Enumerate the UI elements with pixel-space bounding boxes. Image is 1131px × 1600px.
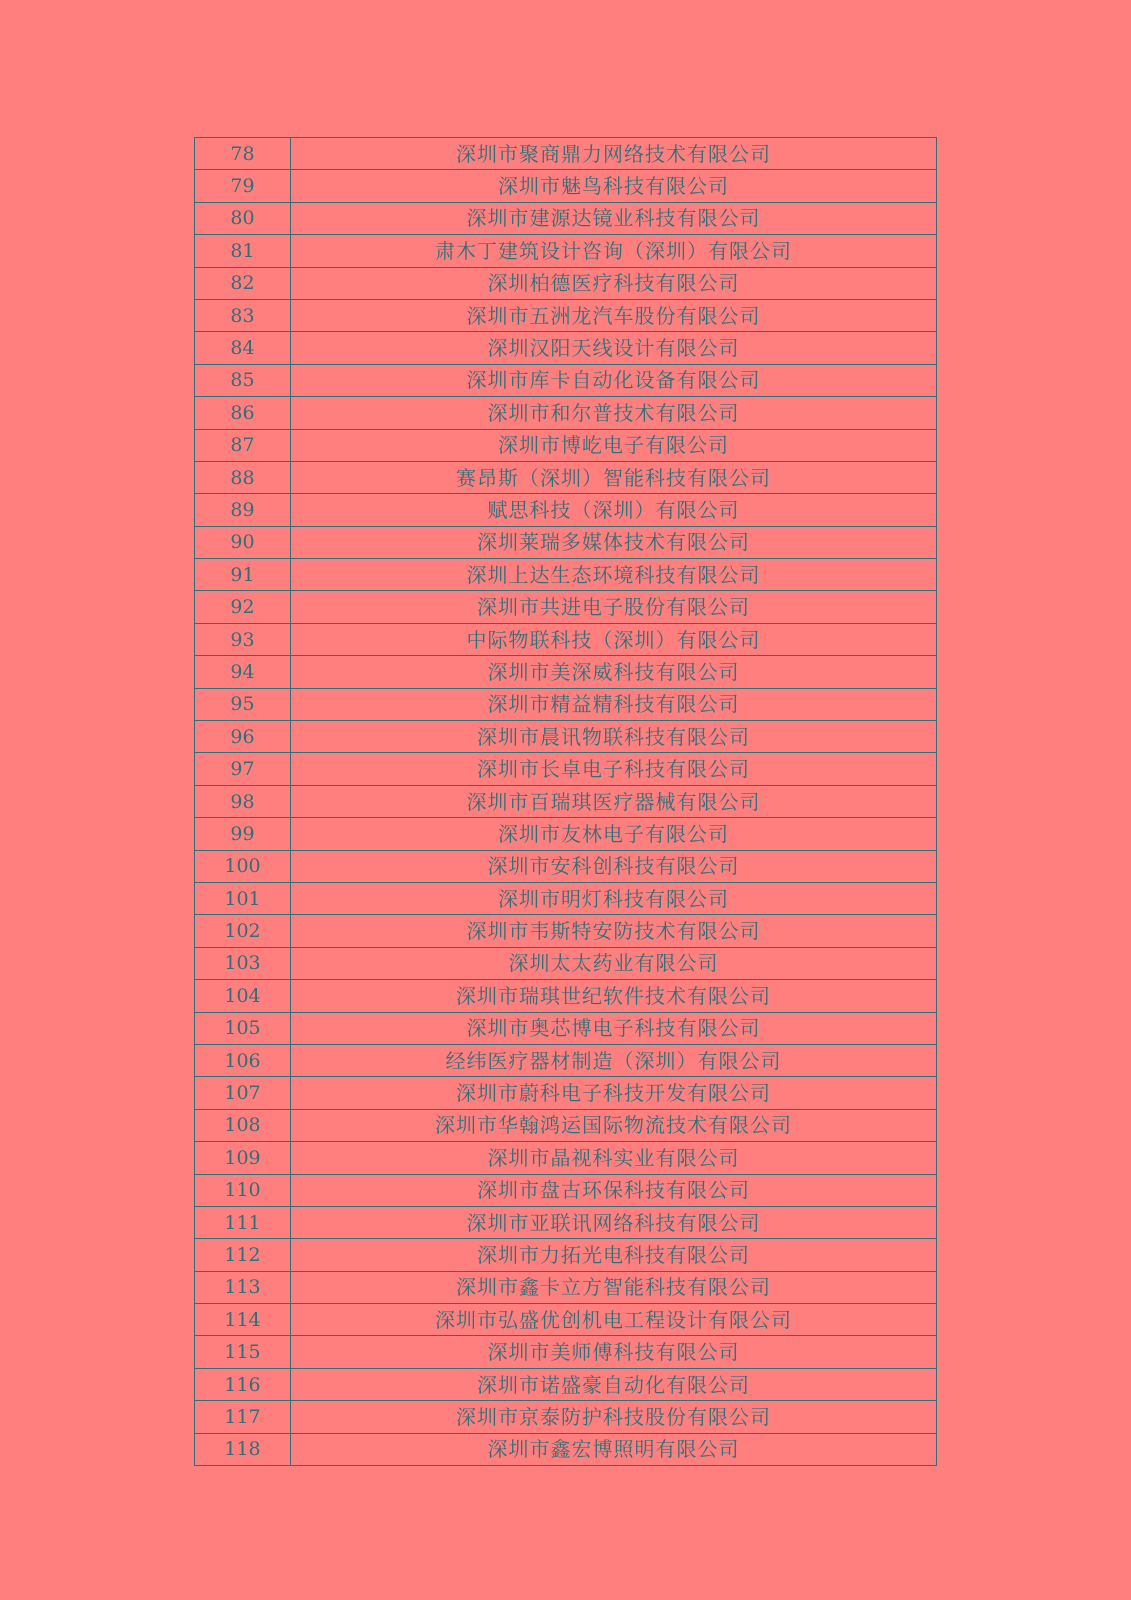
table-row xyxy=(195,1206,937,1238)
table-row xyxy=(195,1239,937,1271)
row-number: 112 xyxy=(195,1239,291,1271)
table-row xyxy=(195,1109,937,1141)
table-row xyxy=(195,785,937,817)
table-row xyxy=(195,1142,937,1174)
company-name: 深圳市聚商鼎力网络技术有限公司 xyxy=(291,138,937,170)
company-name: 肃木丁建筑设计咨询（深圳）有限公司 xyxy=(291,235,937,267)
table-row xyxy=(195,1271,937,1303)
company-name: 深圳市蔚科电子科技开发有限公司 xyxy=(291,1077,937,1109)
row-number: 90 xyxy=(195,526,291,558)
company-name: 深圳市力拓光电科技有限公司 xyxy=(291,1239,937,1271)
row-number: 80 xyxy=(195,202,291,234)
table-row xyxy=(195,138,937,170)
row-number: 99 xyxy=(195,818,291,850)
row-number: 104 xyxy=(195,980,291,1012)
table-row xyxy=(195,850,937,882)
table-row xyxy=(195,332,937,364)
table-row xyxy=(195,947,937,979)
table-row xyxy=(195,202,937,234)
table-row xyxy=(195,591,937,623)
company-name: 深圳市魅鸟科技有限公司 xyxy=(291,170,937,202)
row-number: 111 xyxy=(195,1206,291,1238)
table-row xyxy=(195,656,937,688)
company-name: 深圳市共进电子股份有限公司 xyxy=(291,591,937,623)
table-row xyxy=(195,1174,937,1206)
table-row xyxy=(195,623,937,655)
company-name: 经纬医疗器材制造（深圳）有限公司 xyxy=(291,1044,937,1076)
company-name: 深圳柏德医疗科技有限公司 xyxy=(291,267,937,299)
company-name: 深圳市美深威科技有限公司 xyxy=(291,656,937,688)
row-number: 96 xyxy=(195,721,291,753)
company-name: 深圳市库卡自动化设备有限公司 xyxy=(291,364,937,396)
company-name: 深圳市明灯科技有限公司 xyxy=(291,882,937,914)
company-name: 赛昂斯（深圳）智能科技有限公司 xyxy=(291,461,937,493)
table-body xyxy=(195,138,937,1466)
company-name: 深圳市五洲龙汽车股份有限公司 xyxy=(291,299,937,331)
table-row xyxy=(195,1368,937,1400)
row-number: 118 xyxy=(195,1433,291,1465)
row-number: 91 xyxy=(195,559,291,591)
table-row xyxy=(195,1012,937,1044)
table-row xyxy=(195,526,937,558)
row-number: 109 xyxy=(195,1142,291,1174)
company-name: 深圳市友林电子有限公司 xyxy=(291,818,937,850)
row-number: 82 xyxy=(195,267,291,299)
company-name: 深圳市诺盛豪自动化有限公司 xyxy=(291,1368,937,1400)
row-number: 117 xyxy=(195,1401,291,1433)
company-name: 深圳市长卓电子科技有限公司 xyxy=(291,753,937,785)
row-number: 85 xyxy=(195,364,291,396)
row-number: 87 xyxy=(195,429,291,461)
row-number: 98 xyxy=(195,785,291,817)
company-name: 深圳莱瑞多媒体技术有限公司 xyxy=(291,526,937,558)
row-number: 110 xyxy=(195,1174,291,1206)
row-number: 81 xyxy=(195,235,291,267)
row-number: 97 xyxy=(195,753,291,785)
table-row xyxy=(195,1336,937,1368)
company-name: 深圳市华翰鸿运国际物流技术有限公司 xyxy=(291,1109,937,1141)
company-name: 深圳市安科创科技有限公司 xyxy=(291,850,937,882)
table-row xyxy=(195,494,937,526)
company-name: 深圳市京泰防护科技股份有限公司 xyxy=(291,1401,937,1433)
row-number: 108 xyxy=(195,1109,291,1141)
row-number: 79 xyxy=(195,170,291,202)
row-number: 107 xyxy=(195,1077,291,1109)
row-number: 84 xyxy=(195,332,291,364)
company-name: 深圳市博屹电子有限公司 xyxy=(291,429,937,461)
company-name: 深圳市鑫卡立方智能科技有限公司 xyxy=(291,1271,937,1303)
row-number: 116 xyxy=(195,1368,291,1400)
row-number: 106 xyxy=(195,1044,291,1076)
table-row xyxy=(195,364,937,396)
company-name: 深圳市瑞琪世纪软件技术有限公司 xyxy=(291,980,937,1012)
company-name: 深圳太太药业有限公司 xyxy=(291,947,937,979)
company-name: 深圳市和尔普技术有限公司 xyxy=(291,397,937,429)
table-row xyxy=(195,753,937,785)
row-number: 94 xyxy=(195,656,291,688)
table-row xyxy=(195,299,937,331)
company-name: 深圳市晨讯物联科技有限公司 xyxy=(291,721,937,753)
table-row xyxy=(195,461,937,493)
table-row xyxy=(195,818,937,850)
company-name: 中际物联科技（深圳）有限公司 xyxy=(291,623,937,655)
table-row xyxy=(195,267,937,299)
company-name: 深圳汉阳天线设计有限公司 xyxy=(291,332,937,364)
company-name: 深圳市弘盛优创机电工程设计有限公司 xyxy=(291,1304,937,1336)
table-row xyxy=(195,559,937,591)
company-name: 深圳市奥芯博电子科技有限公司 xyxy=(291,1012,937,1044)
company-name: 深圳市亚联讯网络科技有限公司 xyxy=(291,1206,937,1238)
table-row xyxy=(195,1304,937,1336)
company-name: 赋思科技（深圳）有限公司 xyxy=(291,494,937,526)
row-number: 103 xyxy=(195,947,291,979)
row-number: 115 xyxy=(195,1336,291,1368)
company-list-table xyxy=(194,137,937,1466)
row-number: 89 xyxy=(195,494,291,526)
company-name: 深圳市鑫宏博照明有限公司 xyxy=(291,1433,937,1465)
company-name: 深圳市韦斯特安防技术有限公司 xyxy=(291,915,937,947)
row-number: 105 xyxy=(195,1012,291,1044)
company-name: 深圳上达生态环境科技有限公司 xyxy=(291,559,937,591)
table-row xyxy=(195,688,937,720)
company-name: 深圳市美师傅科技有限公司 xyxy=(291,1336,937,1368)
company-name: 深圳市精益精科技有限公司 xyxy=(291,688,937,720)
table-row xyxy=(195,721,937,753)
row-number: 86 xyxy=(195,397,291,429)
row-number: 100 xyxy=(195,850,291,882)
table-row xyxy=(195,397,937,429)
row-number: 88 xyxy=(195,461,291,493)
row-number: 114 xyxy=(195,1304,291,1336)
row-number: 78 xyxy=(195,138,291,170)
row-number: 102 xyxy=(195,915,291,947)
company-name: 深圳市百瑞琪医疗器械有限公司 xyxy=(291,785,937,817)
row-number: 101 xyxy=(195,882,291,914)
table-row xyxy=(195,980,937,1012)
company-name: 深圳市建源达镜业科技有限公司 xyxy=(291,202,937,234)
row-number: 93 xyxy=(195,623,291,655)
table-row xyxy=(195,429,937,461)
company-name: 深圳市晶视科实业有限公司 xyxy=(291,1142,937,1174)
company-name: 深圳市盘古环保科技有限公司 xyxy=(291,1174,937,1206)
table-row xyxy=(195,1044,937,1076)
row-number: 92 xyxy=(195,591,291,623)
table-row xyxy=(195,1077,937,1109)
row-number: 113 xyxy=(195,1271,291,1303)
table-row xyxy=(195,170,937,202)
row-number: 95 xyxy=(195,688,291,720)
table-row xyxy=(195,882,937,914)
table-row xyxy=(195,1401,937,1433)
table-row xyxy=(195,1433,937,1465)
table-row xyxy=(195,235,937,267)
row-number: 83 xyxy=(195,299,291,331)
table-row xyxy=(195,915,937,947)
